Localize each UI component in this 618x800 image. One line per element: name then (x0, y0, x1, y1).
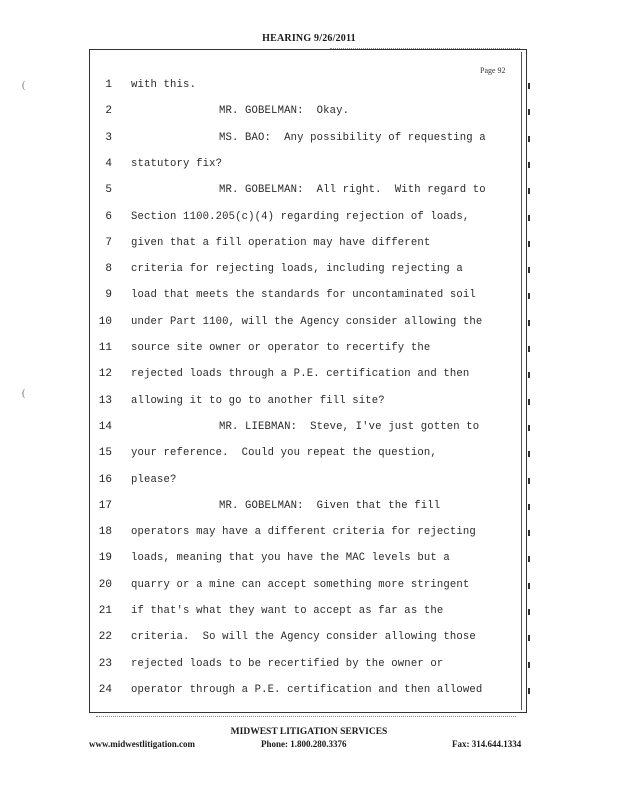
line-number: 15 (98, 447, 112, 460)
right-margin-tick (528, 451, 530, 457)
transcript-line-text: MR. GOBELMAN: Okay. (219, 105, 350, 118)
line-number: 12 (98, 368, 112, 381)
transcript-line-text: operators may have a different criteria for rejecting (131, 526, 476, 539)
line-number: 17 (98, 499, 112, 512)
line-number: 22 (98, 631, 112, 644)
line-number: 16 (98, 473, 112, 486)
line-number: 13 (98, 394, 112, 407)
line-number: 24 (98, 683, 112, 696)
line-number: 19 (98, 552, 112, 565)
transcript-line-text: MR. GOBELMAN: Given that the fill (219, 499, 441, 512)
line-number: 3 (105, 131, 112, 144)
bottom-dotted-rule (96, 716, 516, 719)
footer-website: www.midwestlitigation.com (89, 739, 195, 749)
footer-phone: Phone: 1.800.280.3376 (261, 739, 347, 749)
transcript-line-text: under Part 1100, will the Agency consider allowing the (131, 315, 483, 328)
page-header-title: HEARING 9/26/2011 (262, 33, 356, 44)
line-number: 8 (105, 263, 112, 276)
right-margin-tick (528, 530, 530, 536)
transcript-line-text: MS. BAO: Any possibility of requesting a (219, 131, 486, 144)
right-margin-tick (528, 662, 530, 668)
transcript-line-text: rejected loads to be recertified by the owner or (131, 657, 444, 670)
line-number: 23 (98, 657, 112, 670)
transcript-line-text: loads, meaning that you have the MAC levels but a (131, 552, 450, 565)
transcript-line-text: given that a fill operation may have different (131, 236, 431, 249)
right-margin-tick (528, 425, 530, 431)
right-margin-tick (528, 583, 530, 589)
right-margin-tick (528, 215, 530, 221)
line-number: 4 (105, 157, 112, 170)
margin-bracket-mark: ( (22, 80, 26, 91)
transcript-line-text: with this. (131, 79, 197, 91)
line-number: 14 (98, 420, 112, 433)
line-number: 20 (98, 578, 112, 591)
right-margin-tick (528, 320, 530, 326)
line-number: 21 (98, 605, 112, 617)
transcript-line-text: quarry or a mine can accept something more stringent (131, 578, 470, 591)
footer-fax: Fax: 314.644.1334 (452, 739, 522, 749)
line-number: 7 (105, 236, 112, 249)
transcript-line-text: rejected loads through a P.E. certification and then (131, 368, 470, 381)
line-number: 9 (105, 289, 112, 302)
line-number: 5 (105, 184, 112, 197)
page-number-label: Page 92 (480, 66, 506, 75)
right-margin-tick (528, 83, 530, 89)
right-margin-tick (528, 293, 530, 299)
transcript-line-text: allowing it to go to another fill site? (131, 394, 385, 407)
transcript-line-text: load that meets the standards for uncontaminated soil (131, 289, 476, 302)
line-number: 6 (105, 210, 112, 223)
transcript-line-text: please? (131, 473, 177, 486)
transcript-line-text: statutory fix? (131, 157, 223, 170)
right-margin-tick (528, 267, 530, 273)
transcript-line-text: criteria. So will the Agency consider allowing those (131, 631, 476, 644)
right-margin-tick (528, 372, 530, 378)
transcript-line-text: MR. LIEBMAN: Steve, I've just gotten to (219, 420, 480, 433)
transcript-line-text: source site owner or operator to recertify the (131, 342, 431, 354)
right-margin-tick (528, 346, 530, 352)
right-margin-tick (528, 136, 530, 142)
right-margin-tick (528, 478, 530, 484)
line-number: 18 (98, 526, 112, 539)
right-margin-tick (528, 162, 530, 168)
right-margin-tick (528, 635, 530, 641)
transcript-line-text: criteria for rejecting loads, including rejecting a (131, 263, 463, 276)
line-number: 10 (98, 315, 112, 328)
footer-company: MIDWEST LITIGATION SERVICES (230, 727, 388, 737)
right-margin-tick (528, 688, 530, 694)
right-margin-tick (528, 188, 530, 194)
transcript-line-text: if that's what they want to accept as far as the (131, 605, 444, 617)
right-margin-tick (528, 241, 530, 247)
line-number: 2 (105, 105, 112, 118)
right-margin-tick (528, 109, 530, 115)
margin-bracket-mark: ( (22, 388, 26, 399)
transcript-line-text: your reference. Could you repeat the question, (131, 447, 437, 460)
line-number: 11 (98, 342, 112, 354)
line-number: 1 (105, 79, 112, 91)
transcript-line-text: MR. GOBELMAN: All right. With regard to (219, 184, 486, 197)
transcript-line-text: Section 1100.205(c)(4) regarding rejection of loads, (131, 210, 470, 223)
right-margin-tick (528, 609, 530, 615)
right-margin-tick (528, 556, 530, 562)
right-margin-tick (528, 399, 530, 405)
frame-inner-rule (521, 52, 522, 710)
transcript-line-text: operator through a P.E. certification and then allowed (131, 683, 483, 696)
right-margin-tick (528, 504, 530, 510)
